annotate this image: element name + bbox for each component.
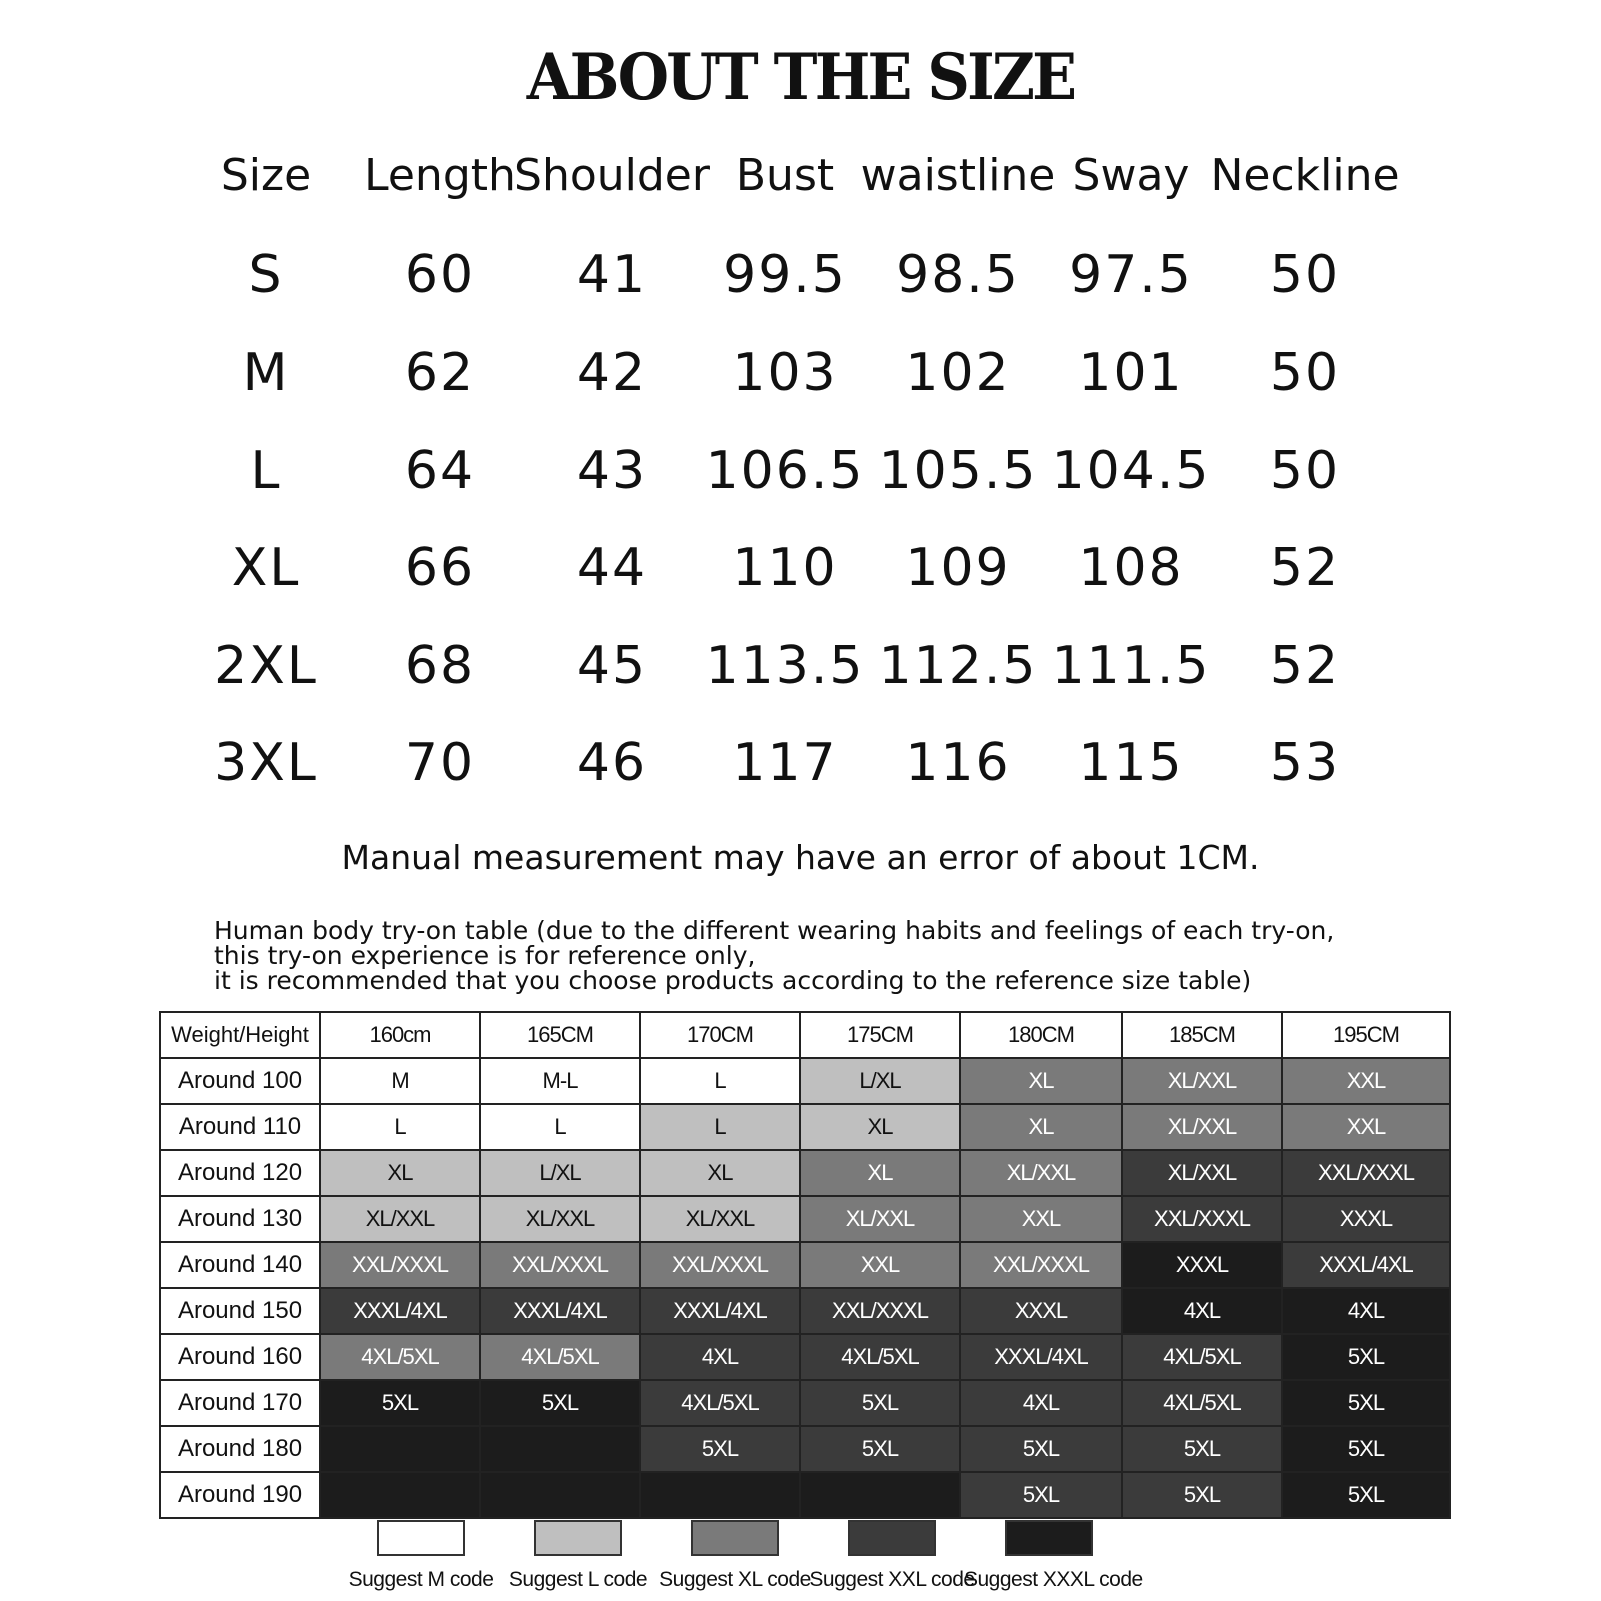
- tryon-weight-label: Around 120: [160, 1150, 320, 1196]
- tryon-size-cell: 4XL/5XL: [640, 1380, 800, 1426]
- legend-label: Suggest M code: [348, 1568, 494, 1591]
- tryon-size-cell: 5XL: [1282, 1426, 1450, 1472]
- size-chart-header: Size: [220, 150, 312, 201]
- page-title: ABOUT THE SIZE: [526, 40, 1075, 115]
- tryon-height-header: 195CM: [1282, 1012, 1450, 1058]
- legend-item: [336, 1520, 506, 1592]
- table-row: [160, 1196, 1450, 1242]
- tryon-size-cell: [320, 1426, 480, 1472]
- legend-swatch: [534, 1520, 622, 1556]
- tryon-size-cell: 4XL/5XL: [480, 1334, 640, 1380]
- tryon-size-cell: L/XL: [800, 1058, 960, 1104]
- legend-label: Suggest XXXL code: [964, 1568, 1143, 1591]
- tryon-size-cell: 4XL/5XL: [1122, 1380, 1282, 1426]
- color-legend: [0, 1520, 1601, 1590]
- size-chart-value: 52: [1269, 538, 1341, 598]
- legend-item: [807, 1520, 977, 1592]
- size-chart-size-label: S: [248, 245, 284, 305]
- size-chart-value: 53: [1269, 733, 1341, 793]
- size-chart-value: 97.5: [1069, 245, 1193, 305]
- legend-item: [493, 1520, 663, 1592]
- tryon-size-cell: XL/XXL: [640, 1196, 800, 1242]
- size-chart-value: 101: [1078, 343, 1184, 403]
- table-row: [160, 1472, 1450, 1518]
- table-row: [160, 1426, 1450, 1472]
- tryon-size-cell: XXL/XXXL: [1122, 1196, 1282, 1242]
- size-chart-value: 99.5: [723, 245, 847, 305]
- size-chart-value: 104.5: [1051, 441, 1211, 501]
- tryon-size-cell: 5XL: [480, 1380, 640, 1426]
- tryon-size-cell: XL/XXL: [480, 1196, 640, 1242]
- tryon-height-header: 185CM: [1122, 1012, 1282, 1058]
- tryon-size-cell: 4XL: [960, 1380, 1122, 1426]
- tryon-size-cell: 5XL: [640, 1426, 800, 1472]
- tryon-height-header: 160cm: [320, 1012, 480, 1058]
- tryon-size-cell: XL: [640, 1150, 800, 1196]
- size-chart-size-label: M: [242, 343, 290, 403]
- tryon-size-cell: XL: [800, 1150, 960, 1196]
- size-chart-header: Bust: [735, 150, 835, 201]
- size-chart-value: 68: [404, 636, 476, 696]
- size-chart-value: 112.5: [878, 636, 1038, 696]
- size-chart-value: 50: [1269, 245, 1341, 305]
- tryon-size-cell: XXL: [960, 1196, 1122, 1242]
- tryon-size-cell: 5XL: [800, 1426, 960, 1472]
- size-chart-value: 106.5: [705, 441, 865, 501]
- tryon-size-cell: XL: [960, 1058, 1122, 1104]
- tryon-size-cell: 5XL: [1122, 1426, 1282, 1472]
- tryon-size-cell: M: [320, 1058, 480, 1104]
- size-chart-value: 62: [404, 343, 476, 403]
- tryon-size-cell: 5XL: [1122, 1472, 1282, 1518]
- tryon-size-cell: XL: [320, 1150, 480, 1196]
- tryon-size-cell: XXL/XXXL: [960, 1242, 1122, 1288]
- size-chart-size-label: 2XL: [214, 636, 318, 696]
- size-chart-value: 102: [905, 343, 1011, 403]
- tryon-size-cell: 5XL: [1282, 1334, 1450, 1380]
- size-chart-header: waistline: [860, 150, 1056, 201]
- size-chart-value: 117: [732, 733, 838, 793]
- tryon-size-cell: XXXL/4XL: [320, 1288, 480, 1334]
- tryon-size-cell: XXXL/4XL: [960, 1334, 1122, 1380]
- tryon-note-line: this try-on experience is for reference only,: [214, 941, 756, 970]
- size-chart-value: 105.5: [878, 441, 1038, 501]
- tryon-size-cell: 4XL: [1282, 1288, 1450, 1334]
- tryon-weight-label: Around 110: [160, 1104, 320, 1150]
- size-chart-value: 50: [1269, 441, 1341, 501]
- tryon-size-cell: 4XL/5XL: [800, 1334, 960, 1380]
- tryon-size-cell: XXL: [800, 1242, 960, 1288]
- tryon-size-cell: 4XL: [640, 1334, 800, 1380]
- tryon-size-cell: XL/XXL: [960, 1150, 1122, 1196]
- size-chart-header: Shoulder: [514, 150, 710, 201]
- size-chart-value: 66: [404, 538, 476, 598]
- legend-swatch: [848, 1520, 936, 1556]
- size-chart-value: 110: [732, 538, 838, 598]
- table-row: [160, 1104, 1450, 1150]
- legend-swatch: [1005, 1520, 1093, 1556]
- size-chart-header: Sway: [1072, 150, 1190, 201]
- tryon-weight-label: Around 100: [160, 1058, 320, 1104]
- size-chart-value: 50: [1269, 343, 1341, 403]
- legend-label: Suggest XL code: [659, 1568, 811, 1591]
- tryon-note-line: Human body try-on table (due to the different wearing habits and feelings of each try-on,: [214, 916, 1335, 945]
- tryon-table: [159, 1011, 1451, 1519]
- tryon-weight-label: Around 190: [160, 1472, 320, 1518]
- legend-swatch: [691, 1520, 779, 1556]
- tryon-size-cell: 5XL: [1282, 1380, 1450, 1426]
- size-chart-value: 108: [1078, 538, 1184, 598]
- table-row: [160, 1058, 1450, 1104]
- tryon-size-cell: 5XL: [960, 1426, 1122, 1472]
- legend-item: [650, 1520, 820, 1592]
- size-chart-value: 116: [905, 733, 1011, 793]
- tryon-weight-label: Around 140: [160, 1242, 320, 1288]
- tryon-size-cell: L: [640, 1058, 800, 1104]
- tryon-size-cell: L/XL: [480, 1150, 640, 1196]
- tryon-size-cell: XXL: [1282, 1058, 1450, 1104]
- table-row: [160, 1334, 1450, 1380]
- tryon-size-cell: XXL/XXXL: [480, 1242, 640, 1288]
- size-chart-value: 45: [576, 636, 648, 696]
- tryon-size-cell: XL/XXL: [1122, 1150, 1282, 1196]
- size-chart-value: 98.5: [896, 245, 1020, 305]
- size-chart-value: 43: [576, 441, 648, 501]
- tryon-size-cell: XXL: [1282, 1104, 1450, 1150]
- tryon-size-cell: XXXL/4XL: [480, 1288, 640, 1334]
- size-chart-header: Length: [364, 150, 516, 201]
- tryon-size-cell: [480, 1472, 640, 1518]
- tryon-size-cell: 4XL: [1122, 1288, 1282, 1334]
- size-chart-value: 46: [576, 733, 648, 793]
- size-chart-value: 41: [576, 245, 648, 305]
- tryon-size-cell: 5XL: [1282, 1472, 1450, 1518]
- legend-swatch: [377, 1520, 465, 1556]
- tryon-weight-label: Around 130: [160, 1196, 320, 1242]
- tryon-size-cell: [640, 1472, 800, 1518]
- tryon-weight-label: Around 180: [160, 1426, 320, 1472]
- size-chart-value: 42: [576, 343, 648, 403]
- tryon-size-cell: XL/XXL: [320, 1196, 480, 1242]
- tryon-note: [214, 918, 1334, 993]
- tryon-size-cell: 4XL/5XL: [320, 1334, 480, 1380]
- tryon-size-cell: XL: [800, 1104, 960, 1150]
- size-chart-value: 60: [404, 245, 476, 305]
- legend-item: [964, 1520, 1143, 1592]
- tryon-size-cell: XXL/XXXL: [320, 1242, 480, 1288]
- size-chart-value: 103: [732, 343, 838, 403]
- table-row: [160, 1288, 1450, 1334]
- tryon-size-cell: L: [640, 1104, 800, 1150]
- tryon-size-cell: [800, 1472, 960, 1518]
- size-chart-value: 64: [404, 441, 476, 501]
- tryon-size-cell: XXL/XXXL: [800, 1288, 960, 1334]
- tryon-weight-label: Around 150: [160, 1288, 320, 1334]
- tryon-height-header: 165CM: [480, 1012, 640, 1058]
- tryon-height-header: 170CM: [640, 1012, 800, 1058]
- size-chart-size-label: L: [250, 441, 282, 501]
- tryon-height-header: 180CM: [960, 1012, 1122, 1058]
- tryon-size-cell: 5XL: [960, 1472, 1122, 1518]
- size-chart-value: 113.5: [705, 636, 865, 696]
- size-chart-value: 52: [1269, 636, 1341, 696]
- tryon-size-cell: XXL/XXXL: [1282, 1150, 1450, 1196]
- tryon-size-cell: XXL/XXXL: [640, 1242, 800, 1288]
- tryon-size-cell: XXXL: [1282, 1196, 1450, 1242]
- legend-label: Suggest L code: [508, 1568, 648, 1591]
- size-chart-value: 111.5: [1051, 636, 1211, 696]
- tryon-weight-label: Around 160: [160, 1334, 320, 1380]
- table-row: [160, 1380, 1450, 1426]
- tryon-height-header: 175CM: [800, 1012, 960, 1058]
- size-chart-value: 44: [576, 538, 648, 598]
- size-chart-size-label: 3XL: [214, 733, 318, 793]
- tryon-size-cell: L: [320, 1104, 480, 1150]
- table-row: [160, 1242, 1450, 1288]
- tryon-size-cell: XL: [960, 1104, 1122, 1150]
- tryon-size-cell: XL/XXL: [1122, 1058, 1282, 1104]
- tryon-weight-label: Around 170: [160, 1380, 320, 1426]
- tryon-size-cell: XXXL/4XL: [1282, 1242, 1450, 1288]
- tryon-size-cell: XL/XXL: [1122, 1104, 1282, 1150]
- tryon-size-cell: XL/XXL: [800, 1196, 960, 1242]
- legend-label: Suggest XXL code: [809, 1568, 975, 1591]
- tryon-size-cell: [480, 1426, 640, 1472]
- tryon-size-cell: [320, 1472, 480, 1518]
- size-chart-header: Neckline: [1210, 150, 1400, 201]
- size-chart-value: 115: [1078, 733, 1184, 793]
- size-chart-value: 70: [404, 733, 476, 793]
- table-row: [160, 1150, 1450, 1196]
- tryon-size-cell: XXXL/4XL: [640, 1288, 800, 1334]
- tryon-size-cell: L: [480, 1104, 640, 1150]
- measurement-note: Manual measurement may have an error of about 1CM.: [341, 838, 1260, 877]
- tryon-size-cell: 4XL/5XL: [1122, 1334, 1282, 1380]
- tryon-size-cell: 5XL: [320, 1380, 480, 1426]
- tryon-size-cell: M-L: [480, 1058, 640, 1104]
- tryon-size-cell: XXXL: [960, 1288, 1122, 1334]
- tryon-header-row: [160, 1012, 1450, 1058]
- tryon-corner-label: Weight/Height: [160, 1012, 320, 1058]
- tryon-size-cell: XXXL: [1122, 1242, 1282, 1288]
- size-chart-value: 109: [905, 538, 1011, 598]
- size-chart-size-label: XL: [231, 538, 301, 598]
- tryon-size-cell: 5XL: [800, 1380, 960, 1426]
- tryon-note-line: it is recommended that you choose products according to the reference size table): [214, 966, 1252, 995]
